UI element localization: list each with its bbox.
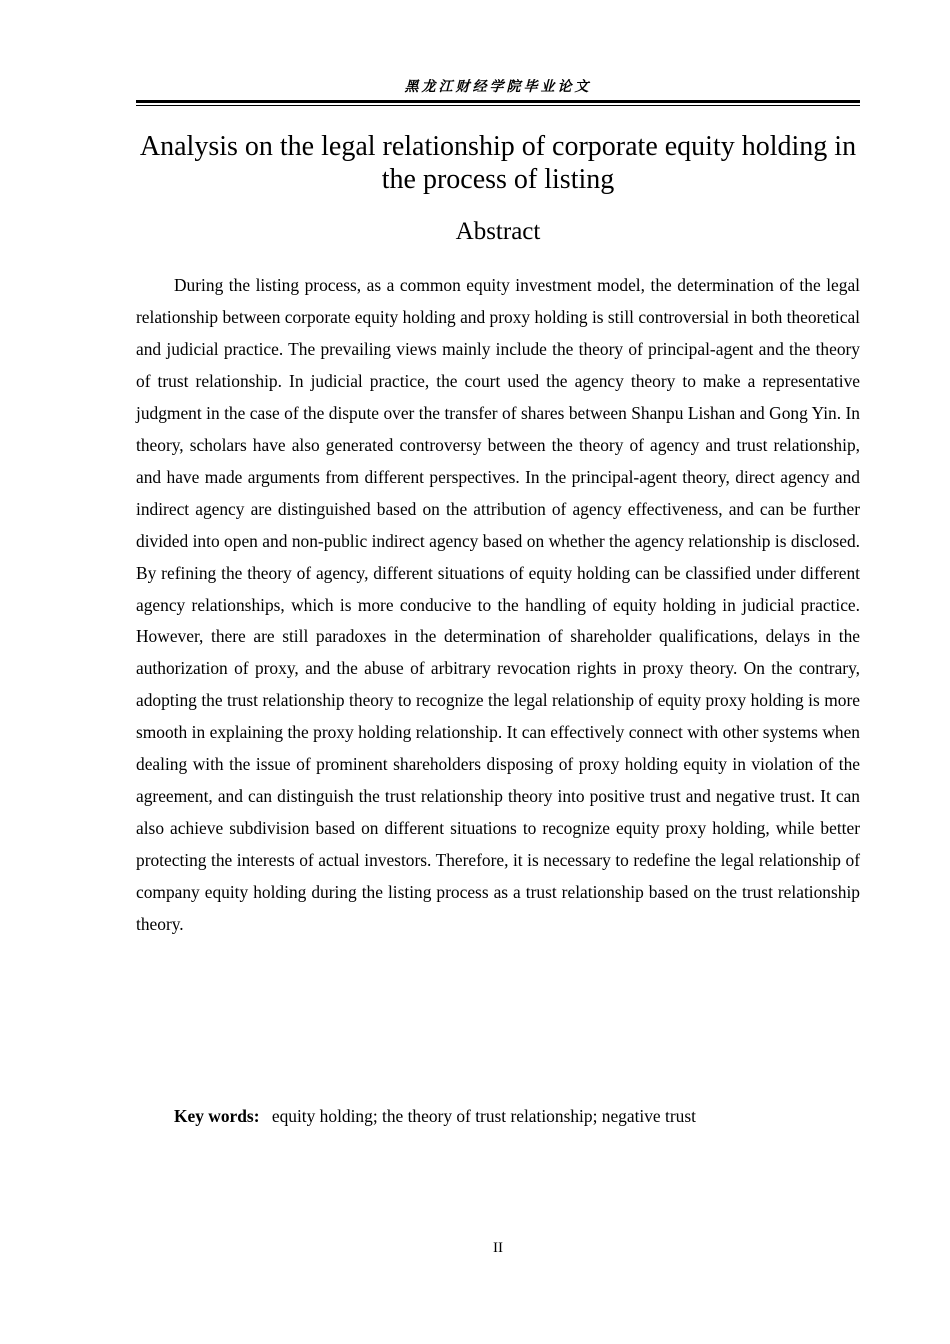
abstract-heading: Abstract: [455, 218, 541, 245]
header-double-rule: [136, 100, 860, 106]
abstract-body: During the listing process, as a common equity investment model, the determination of the legal relationship between corporate equity holding and proxy holding is still controversial in both theoretical and judicial practice. The prevailing views mainly include the theory of principal-agent and the theory of trust relationship. In judicial practice, the court used the agency theory to make a representative judgment in the case of the dispute over the transfer of shares between Shanpu Lishan and Gong Yin. In theory, scholars have also generated controversy between the theory of agency and trust relationship, and have made arguments from different perspectives. In the principal-agent theory, direct agency and indirect agency are distinguished based on the attribution of agency effectiveness, and can be further divided into open and non-public indirect agency based on whether the agency relationship is disclosed. By refining the theory of agency, different situations of equity holding can be classified under different agency relationships, which is more conducive to the handling of equity holding in judicial practice. However, there are still paradoxes in the determination of shareholder qualifications, delays in the authorization of proxy, and the abuse of arbitrary revocation rights in proxy theory. On the contrary, adopting the trust relationship theory to recognize the legal relationship of equity proxy holding is more smooth in explaining the proxy holding relationship. It can effectively connect with other systems when dealing with the issue of prominent shareholders disposing of proxy holding equity in violation of the agreement, and can distinguish the trust relationship theory into positive trust and negative trust. It can also achieve subdivision based on different situations to recognize equity proxy holding, while better protecting the interests of actual investors. Therefore, it is necessary to redefine the legal relationship of company equity holding during the listing process as a trust relationship based on the trust relationship theory.: [136, 275, 860, 935]
keywords-label: Key words:: [174, 1106, 260, 1126]
page-number: II: [493, 1240, 503, 1256]
keywords-line: [174, 1102, 860, 1130]
paper-title: Analysis on the legal relationship of corporate equity holding in the process of listing: [139, 131, 857, 195]
running-header: 黑龙江财经学院毕业论文: [404, 79, 592, 95]
keywords-list: equity holding; the theory of trust relationship; negative trust: [271, 1106, 696, 1126]
